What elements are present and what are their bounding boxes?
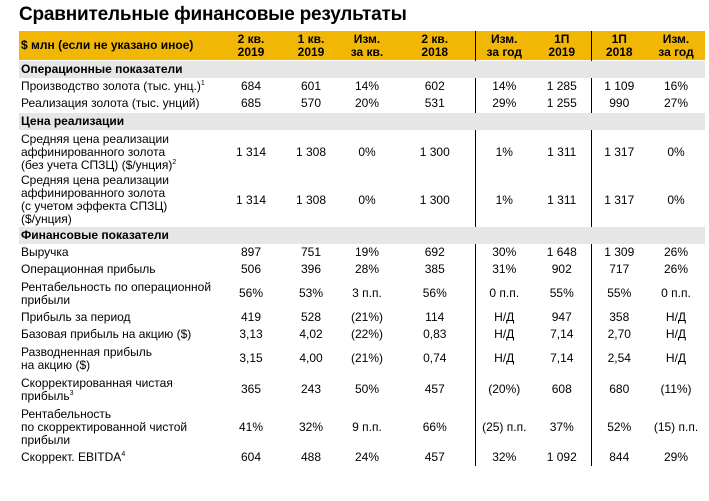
header-column: 1П 2019 <box>533 31 591 61</box>
row-label: Скорректированная чистая прибыль$^3$ <box>21 375 173 403</box>
table-cell: 50% <box>354 382 380 396</box>
table-cell: 114 <box>395 309 475 326</box>
table-cell: 396 <box>300 262 322 276</box>
table-cell: 2,70 <box>607 327 631 341</box>
row-label: Рентабельность по скорректированной чистой прибыли <box>21 406 188 447</box>
table-cell: 20% <box>354 96 380 110</box>
footnote-marker: 1 <box>200 80 205 87</box>
table-cell: 7,14 <box>533 326 591 343</box>
table-cell: 9 п.п. <box>352 419 382 434</box>
table-cell: 601 <box>300 79 322 93</box>
table-cell: Н/Д <box>665 327 687 341</box>
footnote-marker: 2 <box>172 158 177 166</box>
section-row <box>19 113 705 131</box>
table-cell: 685 <box>240 96 262 110</box>
table-cell: 1% <box>495 192 513 207</box>
footnote-marker: 3 <box>69 389 74 397</box>
table-cell: 0 п.п. <box>661 286 691 300</box>
table-row <box>19 278 705 309</box>
table-cell: 0% <box>358 144 376 159</box>
table-cell: 457 <box>395 374 475 405</box>
table-cell: 844 <box>609 450 630 464</box>
header-column: 2 кв. 2019 <box>219 31 283 61</box>
table-body <box>19 31 705 466</box>
section-title: Операционные показатели <box>19 61 705 79</box>
table-cell: 488 <box>300 450 322 464</box>
table-cell: 29% <box>663 450 689 464</box>
table-cell: 19% <box>354 245 380 259</box>
header-column: Изм. за год <box>647 31 705 61</box>
table-cell: 0% <box>358 192 376 207</box>
table-cell: 528 <box>300 310 322 324</box>
header-column: Изм. за год <box>475 31 533 61</box>
table-cell: 1 285 <box>533 78 591 95</box>
table-cell: Н/Д <box>494 310 515 324</box>
table-cell: 1 648 <box>533 244 591 261</box>
row-label: Производство золота (тыс. унц.)$^1$ <box>21 79 205 93</box>
table-cell: 1 300 <box>395 130 475 174</box>
table-cell: 692 <box>395 244 475 261</box>
table-cell: 56% <box>395 278 475 309</box>
table-row <box>19 261 705 278</box>
table-cell: 4,00 <box>299 351 323 365</box>
table-row <box>19 95 705 113</box>
table-cell: 29% <box>492 96 517 110</box>
table-cell: 2,54 <box>607 351 631 365</box>
table-cell: 1 300 <box>395 174 475 227</box>
table-cell: 608 <box>533 374 591 405</box>
table-cell: 0,83 <box>395 326 475 343</box>
table-cell: 1 314 <box>235 192 267 207</box>
table-cell: 37% <box>533 405 591 449</box>
table-row <box>19 405 705 449</box>
table-cell: 684 <box>240 79 262 93</box>
table-cell: 3,13 <box>239 327 263 341</box>
table-cell: 680 <box>609 382 630 396</box>
table-cell: 26% <box>663 262 689 276</box>
header-column: 2 кв. 2018 <box>395 31 475 61</box>
table-header-row <box>19 31 705 61</box>
footnote-marker: 4 <box>121 451 126 458</box>
table-cell: 41% <box>238 419 264 434</box>
table-cell: (21%) <box>350 310 383 324</box>
table-cell: 1 311 <box>533 130 591 174</box>
table-row <box>19 326 705 343</box>
row-label: Базовая прибыль на акцию ($) <box>21 327 192 341</box>
table-cell: Н/Д <box>665 351 687 365</box>
table-cell: (20%) <box>488 382 521 396</box>
table-cell: 55% <box>607 286 632 300</box>
table-cell: 751 <box>300 245 322 259</box>
table-cell: 30% <box>492 245 517 259</box>
section-title: Цена реализации <box>19 113 705 131</box>
table-cell: 897 <box>240 245 262 259</box>
table-cell: 1 308 <box>295 192 327 207</box>
table-cell: 14% <box>354 79 380 93</box>
table-cell: 16% <box>663 79 689 93</box>
table-cell: 1 317 <box>604 192 635 207</box>
table-cell: 365 <box>240 382 262 396</box>
table-cell: 506 <box>240 262 262 276</box>
row-label: Разводненная прибыль на акцию ($) <box>21 344 152 372</box>
table-cell: Н/Д <box>494 327 515 341</box>
row-label: Средняя цена реализации аффинированного золота (с учетом эффекта СПЗЦ) ($/унция) <box>21 173 169 226</box>
table-cell: 3 п.п. <box>352 286 382 300</box>
table-cell: 1 109 <box>604 79 635 93</box>
table-cell: 14% <box>492 79 517 93</box>
table-cell: 7,14 <box>533 343 591 374</box>
table-cell: 419 <box>240 310 262 324</box>
table-row <box>19 78 705 95</box>
table-cell: 0 п.п. <box>489 286 520 300</box>
table-cell: 32% <box>298 419 324 434</box>
section-title: Финансовые показатели <box>19 227 705 245</box>
table-cell: Н/Д <box>665 310 687 324</box>
table-cell: 902 <box>533 261 591 278</box>
table-cell: 56% <box>238 286 264 300</box>
table-cell: 31% <box>492 262 517 276</box>
table-cell: 3,15 <box>239 351 263 365</box>
table-cell: 26% <box>663 245 689 259</box>
table-cell: 55% <box>533 278 591 309</box>
table-cell: 604 <box>240 450 262 464</box>
table-cell: (15) п.п. <box>653 419 699 434</box>
table-cell: 66% <box>395 405 475 449</box>
header-column: 1П 2018 <box>591 31 647 61</box>
table-cell: 1 314 <box>235 144 267 159</box>
row-label: Средняя цена реализации аффинированного золота (без учета СПЗЦ) ($/унция)$^2$ <box>21 131 177 172</box>
row-label: Операционная прибыль <box>21 262 156 276</box>
table-row <box>19 374 705 405</box>
table-cell: 0% <box>667 192 685 207</box>
table-cell: 457 <box>395 449 475 466</box>
table-cell: 990 <box>609 96 630 110</box>
table-row <box>19 174 705 227</box>
table-cell: 1 311 <box>533 174 591 227</box>
table-cell: 1 255 <box>533 95 591 113</box>
section-row <box>19 227 705 245</box>
table-cell: 28% <box>354 262 380 276</box>
table-cell: 531 <box>395 95 475 113</box>
row-label: Прибыль за период <box>21 310 131 324</box>
row-label: Реализация золота (тыс. унций) <box>21 96 200 110</box>
table-cell: 0% <box>667 144 685 159</box>
table-cell: 385 <box>395 261 475 278</box>
table-cell: 602 <box>395 78 475 95</box>
row-label: Скоррект. EBITDA$^4$ <box>21 450 126 464</box>
table-row <box>19 130 705 174</box>
table-cell: (22%) <box>350 327 383 341</box>
page-title: Сравнительные финансовые результаты <box>19 4 407 25</box>
table-cell: 1 317 <box>604 144 635 159</box>
row-label: Выручка <box>21 245 69 259</box>
table-row <box>19 343 705 374</box>
header-label: $ млн (если не указано иное) <box>19 31 219 61</box>
table-cell: 24% <box>354 450 380 464</box>
header-column: 1 кв. 2019 <box>283 31 339 61</box>
financial-results-table <box>19 31 705 466</box>
table-cell: (11%) <box>660 382 692 396</box>
row-label: Рентабельность по операционной прибыли <box>21 279 212 307</box>
table-cell: 717 <box>609 262 630 276</box>
table-cell: 358 <box>609 310 630 324</box>
table-cell: (25) п.п. <box>482 419 527 434</box>
table-cell: 53% <box>298 286 324 300</box>
table-cell: 1 308 <box>295 144 327 159</box>
table-cell: 4,02 <box>299 327 323 341</box>
table-row <box>19 309 705 326</box>
header-column: Изм. за кв. <box>339 31 395 61</box>
table-cell: 1% <box>495 144 513 159</box>
table-cell: 0,74 <box>395 343 475 374</box>
table-cell: 52% <box>607 419 632 434</box>
table-row <box>19 244 705 261</box>
table-cell: (21%) <box>350 351 383 365</box>
table-cell: 32% <box>492 450 517 464</box>
table-cell: 947 <box>533 309 591 326</box>
section-row <box>19 61 705 79</box>
table-cell: 570 <box>300 96 322 110</box>
table-cell: 27% <box>663 96 689 110</box>
table-cell: Н/Д <box>494 351 515 365</box>
table-row <box>19 449 705 466</box>
table-cell: 243 <box>300 382 322 396</box>
table-cell: 1 092 <box>533 449 591 466</box>
table-cell: 1 309 <box>604 245 635 259</box>
